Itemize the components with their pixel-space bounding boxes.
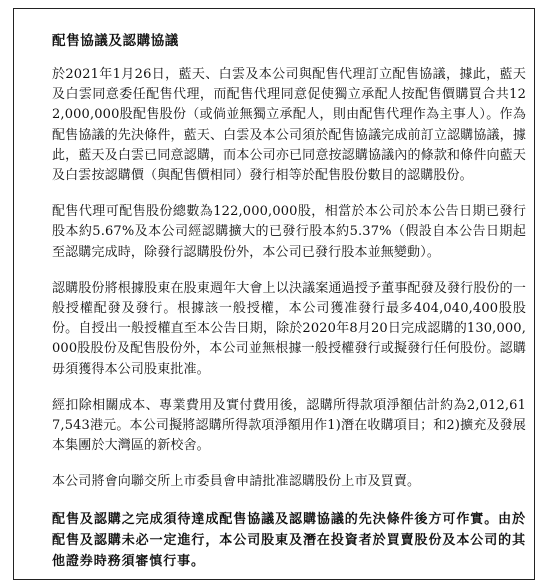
- paragraph-general-mandate: 認購股份將根據股東在股東週年大會上以決議案通過授予董事配發及發行股份的一般授權配發及發行。根據該一般授權，本公司獲准發行最多404,040,400股股份。自授出一般授權直至本公告日期，除於2020年8月20日完成認購的130,000,000股股份及配售股份外，本公司並無根據一般授權發行或擬發行任何股份。認購毋須獲得本公司股東批准。: [52, 280, 526, 377]
- section-title: 配售協議及認購協議: [52, 33, 179, 49]
- paragraph-placing-agreement: 於2021年1月26日，藍天、白雲及本公司與配售代理訂立配售協議，據此，藍天及白雲同意委任配售代理，而配售代理同意促使獨立承配人按配售價購買合共122,000,000股配售股份（或倘並無獨立承配人，則由配售代理作為主事人）。作為配售協議的先決條件，藍天、白雲及本公司須於配售協議完成前訂立認購協議，據此，藍天及白雲已同意認購，而本公司亦已同意按認購協議內的條款和條件向藍天及白雲按認購價（與配售價相同）發行相等於配售股份數目的認購股份。: [52, 67, 526, 184]
- paragraph-placing-shares: 配售代理可配售股份總數為122,000,000股，相當於本公司於本公告日期已發行股本約5.67%及本公司經認購擴大的已發行股本約5.37%（假設自本公告日期起至認購完成時，除發行認購股份外，本公司已發行股本並無變動）。: [52, 204, 526, 260]
- announcement-box: [13, 8, 535, 580]
- paragraph-listing-application: 本公司將會向聯交所上市委員會申請批准認購股份上市及買賣。: [52, 474, 421, 490]
- warning-paragraph: 配售及認購之完成須待達成配售協議及認購協議的先決條件後方可作實。由於配售及認購未必一定進行，本公司股東及潛在投資者於買賣股份及本公司的其他證券時務須審慎行事。: [52, 511, 526, 569]
- paragraph-net-proceeds: 經扣除相關成本、專業費用及實付費用後，認購所得款項淨額估計約為2,012,617,543港元。本公司擬將認購所得款項淨額用作1)潛在收購項目；和2)擴充及發展本集團於大灣區的新校舍。: [52, 397, 526, 454]
- announcement-content: [52, 31, 526, 588]
